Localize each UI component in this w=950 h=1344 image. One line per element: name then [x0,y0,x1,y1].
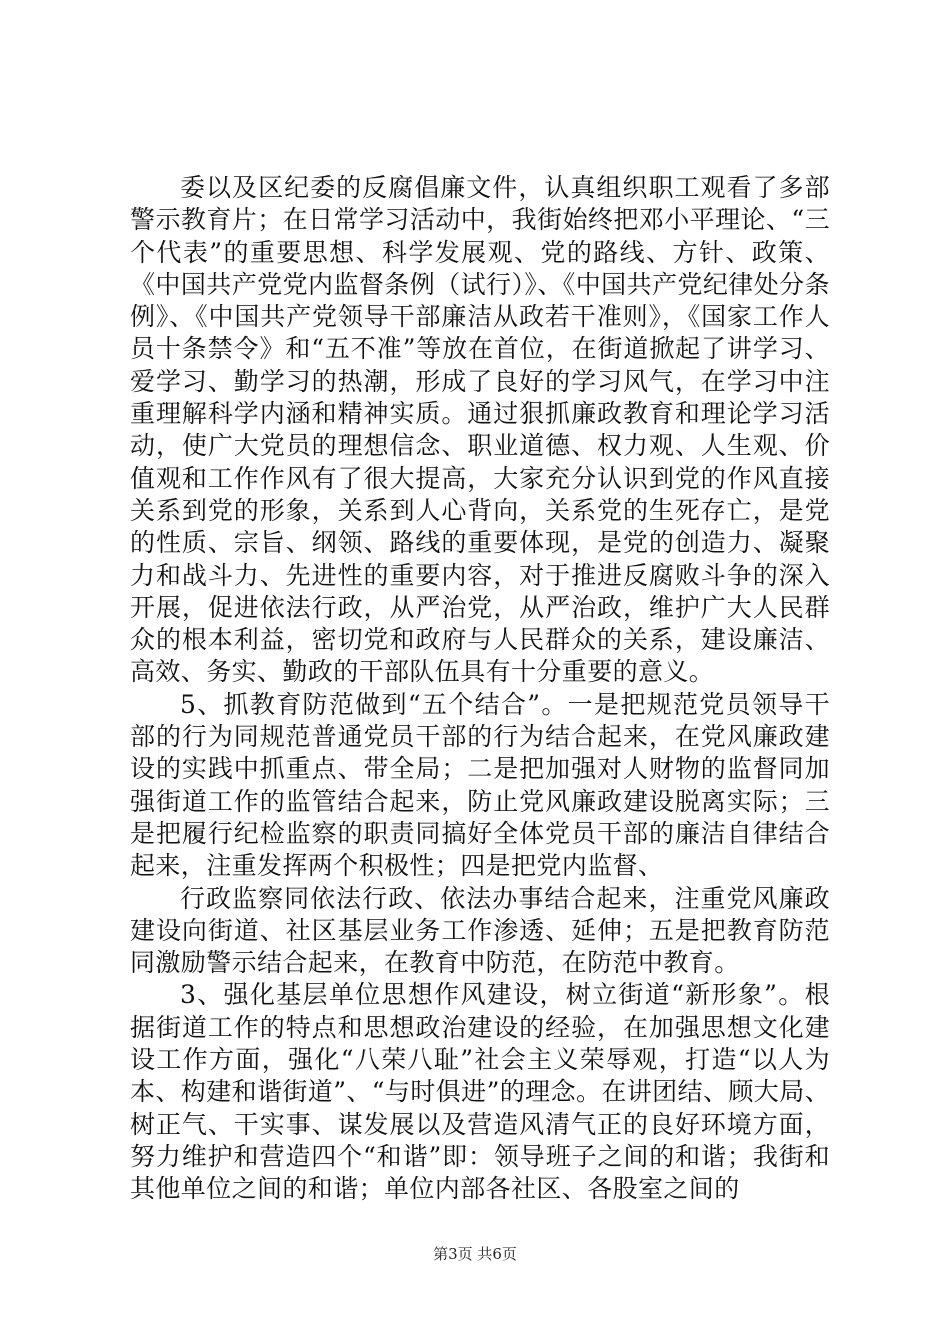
page-number: 第3页 共6页 [433,1245,517,1263]
paragraph-administrative-supervision: 行政监察同依法行政、依法办事结合起来，注重党风廉政建设向街道、社区基层业务工作渗透、延伸；五是把教育防范同激励警示结合起来，在教育中防范，在防范中教育。 [130,883,830,978]
paragraph-study: 委以及区纪委的反腐倡廉文件，认真组织职工观看了多部警示教育片；在日常学习活动中，我街始终把邓小平理论、“三个代表”的重要思想、科学发展观、党的路线、方针、政策、《中国共产党党内监督条例（试行）》、《中国共产党纪律处分条例》、《中国共产党领导干部廉洁从政若干准则》，《国家工作人员十条禁令》和“五不准”等放在首位，在街道掀起了讲学习、爱学习、勤学习的热潮，形成了良好的学习风气，在学习中注重理解科学内涵和精神实质。通过狠抓廉政教育和理论学习活动，使广大党员的理想信念、职业道德、权力观、人生观、价值观和工作作风有了很大提高，大家充分认识到党的作风直接关系到党的形象，关系到人心背向，关系党的生死存亡，是党的性质、宗旨、纲领、路线的重要体现，是党的创造力、凝聚力和战斗力、先进性的重要内容，对于推进反腐败斗争的深入开展，促进依法行政，从严治党，从严治政，维护广大人民群众的根本利益，密切党和政府与人民群众的关系，建设廉洁、高效、务实、勤政的干部队伍具有十分重要的意义。 [130,173,830,687]
document-body [130,172,830,1206]
paragraph-grassroots-style: 3、强化基层单位思想作风建设，树立街道“新形象”。根据街道工作的特点和思想政治建设的经验，在加强思想文化建设工作方面，强化“八荣八耻”社会主义荣辱观，打造“以人为本、构建和谐街道”、“与时俱进”的理念。在讲团结、顾大局、树正气、干实事、谋发展以及营造风清气正的良好环境方面，努力维护和营造四个“和谐”即：领导班子之间的和谐；我街和其他单位之间的和谐；单位内部各社区、各股室之间的 [130,980,830,1204]
paragraph-five-combinations: 5、抓教育防范做到“五个结合”。一是把规范党员领导干部的行为同规范普通党员干部的行为结合起来，在党风廉政建设的实践中抓重点、带全局；二是把加强对人财物的监督同加强街道工作的监管结合起来，防止党风廉政建设脱离实际；三是把履行纪检监察的职责同搞好全体党员干部的廉洁自律结合起来，注重发挥两个积极性；四是把党内监督、 [130,689,830,881]
